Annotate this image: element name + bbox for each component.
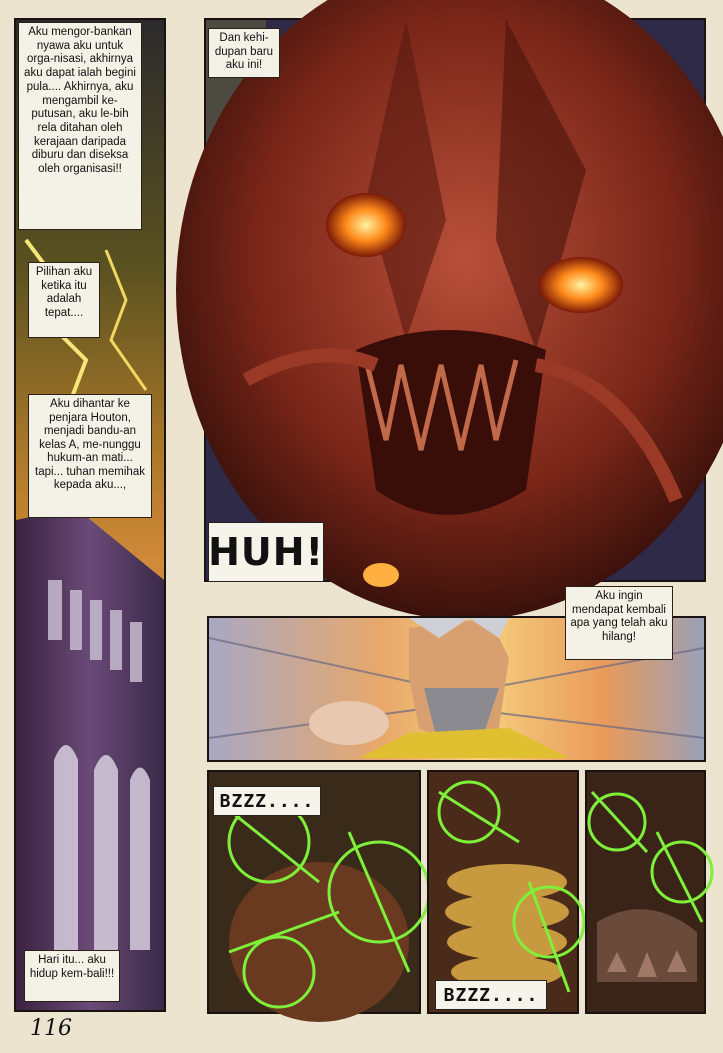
caption-prison: Aku dihantar ke penjara Houton, menjadi bandu-an kelas A, me-nunggu hukum-an mati... tapi... tuhan memihak kepada aku..., bbox=[28, 394, 152, 518]
bottom-panel-left bbox=[207, 770, 421, 1014]
caption-choice: Pilihan aku ketika itu adalah tepat.... bbox=[28, 262, 100, 338]
energy-art-3 bbox=[587, 772, 704, 1012]
sfx-bzzz-2: BZZZ.... bbox=[435, 980, 547, 1010]
monster-right-eye bbox=[539, 257, 623, 313]
bottom-panel-middle bbox=[427, 770, 579, 1014]
caption-regain: Aku ingin mendapat kembali apa yang telah aku hilang! bbox=[565, 586, 673, 660]
man-hand bbox=[309, 701, 389, 745]
man-panel bbox=[207, 590, 706, 762]
sfx-huh: HUH! bbox=[208, 522, 324, 582]
left-tall-panel bbox=[14, 18, 166, 1012]
monster-left-eye bbox=[326, 193, 406, 257]
monster-art bbox=[206, 20, 704, 580]
page-number: 116 bbox=[30, 1016, 72, 1041]
caption-revive: Hari itu... aku hidup kem-bali!!! bbox=[24, 950, 120, 1002]
monster-mouth bbox=[356, 330, 546, 515]
monster-panel bbox=[204, 18, 706, 582]
energy-art-2 bbox=[429, 772, 577, 1012]
sfx-bzzz-1: BZZZ.... bbox=[213, 786, 321, 816]
caption-new-life: Dan kehi-dupan baru aku ini! bbox=[208, 28, 280, 78]
caption-sacrifice: Aku mengor-bankan nyawa aku untuk orga-nisasi, akhirnya aku dapat ialah begini pula.... Akhirnya, aku mengambil ke-putusan, aku le-bih rela ditahan oleh kerajaan daripada diburu dan diseksa oleh organisasi!! bbox=[18, 22, 142, 230]
bottom-panel-right bbox=[585, 770, 706, 1014]
